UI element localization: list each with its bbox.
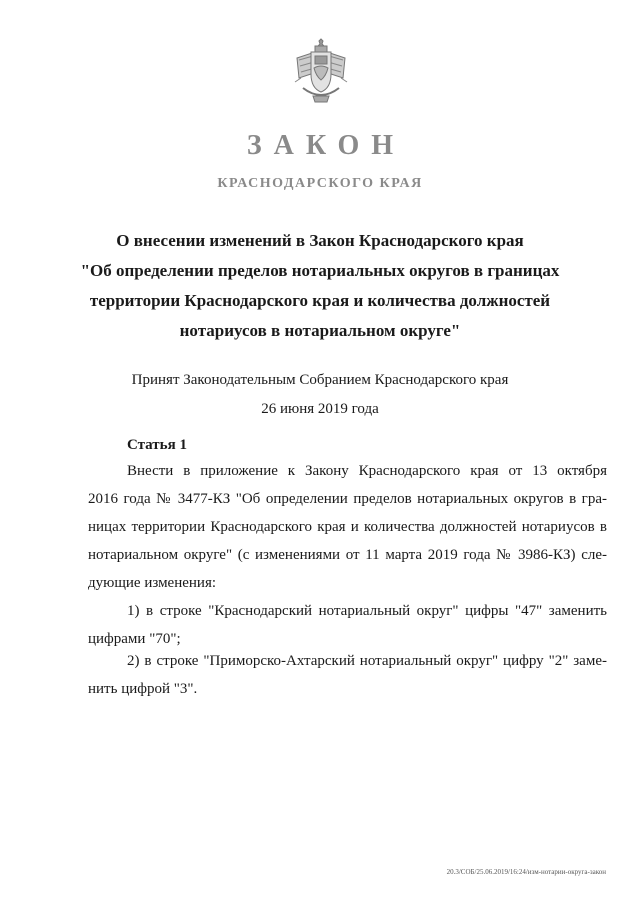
- adoption-date: 26 июня 2019 года: [261, 401, 379, 417]
- coat-of-arms-icon: [289, 38, 353, 108]
- text-line: ницах территории Краснодарского края и количества должностей нотариусов в: [88, 519, 607, 535]
- text-line: дующие изменения:: [88, 575, 217, 591]
- heading-line: нотариусов в нотариальном округе": [179, 321, 461, 340]
- region-subtitle: КРАСНОДАРСКОГО КРАЯ: [217, 176, 423, 191]
- text-line: Внести в приложение к Закону Краснодарского края от 13 октября: [127, 463, 607, 479]
- law-heading: [80, 226, 560, 346]
- article-item-1: [88, 597, 607, 653]
- heading-line: О внесении изменений в Закон Краснодарского края: [116, 231, 524, 250]
- text-line: нотариальном округе" (с изменениями от 11 марта 2019 года № 3986-КЗ) сле-: [88, 547, 607, 563]
- adoption-line: Принят Законодательным Собранием Краснодарского края: [131, 372, 509, 388]
- law-title: ЗАКОН: [246, 130, 406, 161]
- text-line: цифрами "70";: [88, 631, 181, 647]
- heading-line: территории Краснодарского края и количества должностей: [89, 291, 551, 310]
- text-line: 2016 года № 3477-КЗ "Об определении пределов нотариальных округов в гра-: [88, 491, 607, 507]
- text-line: 2) в строке "Приморско-Ахтарский нотариальный округ" цифру "2" заме-: [127, 653, 607, 669]
- article-item-2: [88, 647, 607, 703]
- heading-line: "Об определении пределов нотариальных округов в границах: [80, 261, 560, 280]
- document-footer-code: 20.3/СОБ/25.06.2019/16:24/изм-нотарии-округа-закон: [446, 868, 606, 876]
- article-intro: [88, 457, 607, 597]
- article-title: Статья 1: [127, 437, 187, 453]
- text-line: 1) в строке "Краснодарский нотариальный округ" цифры "47" заменить: [127, 603, 607, 619]
- adoption-note: [80, 366, 560, 424]
- text-line: нить цифрой "3".: [88, 681, 198, 697]
